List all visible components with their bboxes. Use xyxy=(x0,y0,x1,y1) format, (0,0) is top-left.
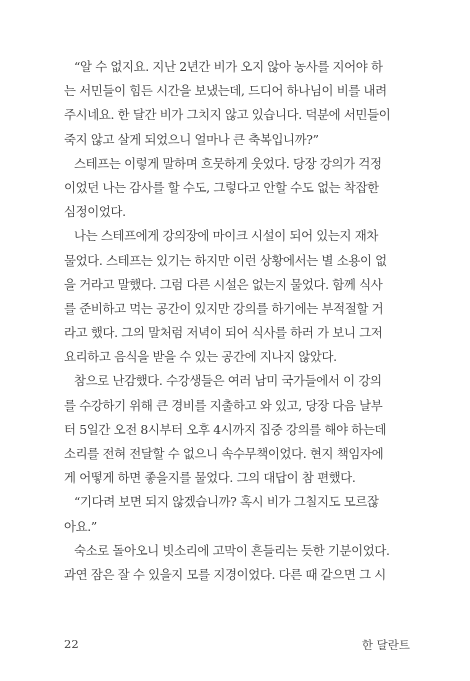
text-line: 주시네요. 한 달간 비가 그치지 않고 있습니다. 덕분에 서민들이 xyxy=(64,107,391,123)
text-line: 를 준비하고 먹는 공간이 있지만 강의를 하기에는 부적절할 거 xyxy=(64,300,384,316)
text-line: 아요.” xyxy=(64,518,97,534)
text-line: 게 어떻게 하면 좋을지를 물었다. 그의 대답이 참 편했다. xyxy=(64,470,356,486)
text-line: 나는 스테프에게 강의장에 마이크 시설이 되어 있는지 재차 xyxy=(74,228,378,244)
text-line: “알 수 없지요. 지난 2년간 비가 오지 않아 농사를 지어야 하 xyxy=(74,59,383,74)
text-line: 를 수강하기 위해 큰 경비를 지출하고 와 있고, 당장 다음 날부 xyxy=(64,397,383,413)
text-line: 터 5일간 오전 8시부터 오후 4시까지 집중 강의를 해야 하는데 xyxy=(64,421,387,437)
text-line: 물었다. 스테프는 있기는 하지만 이런 상황에서는 별 소용이 없 xyxy=(64,252,387,268)
text-line: 을 거라고 말했다. 그럼 다른 시설은 없는지 물었다. 함께 식사 xyxy=(64,276,383,292)
text-line: 이었던 나는 감사를 할 수도, 그렇다고 안할 수도 없는 착잡한 xyxy=(64,179,379,195)
text-line: 는 서민들이 힘든 시간을 보냈는데, 드디어 하나님이 비를 내려 xyxy=(64,83,387,99)
text-line: 죽지 않고 살게 되었으니 얼마나 큰 축복입니까?” xyxy=(64,131,319,147)
page-number: 22 xyxy=(64,637,79,651)
text-line: “기다려 보면 되지 않겠습니까? 혹시 비가 그칠지도 모르잖 xyxy=(74,494,379,510)
running-title: 한 달란트 xyxy=(361,638,410,652)
text-line: 라고 했다. 그의 말처럼 저녁이 되어 식사를 하러 가 보니 그저 xyxy=(64,325,383,341)
text-line: 스테프는 이렇게 말하며 흐뭇하게 웃었다. 당장 강의가 걱정 xyxy=(74,155,382,171)
text-line: 과연 잠은 잘 수 있을지 모를 지경이었다. 다른 때 같으면 그 시 xyxy=(64,566,386,582)
text-line: 참으로 난감했다. 수강생들은 여러 남미 국가들에서 이 강의 xyxy=(74,373,382,389)
body-text xyxy=(64,55,412,587)
text-line: 심정이었다. xyxy=(64,204,126,220)
text-line: 숙소로 돌아오니 빗소리에 고막이 흔들리는 듯한 기분이었다. xyxy=(74,542,390,558)
text-line: 소리를 전혀 전달할 수 없으니 속수무책이었다. 현지 책임자에 xyxy=(64,446,384,461)
text-line: 요리하고 음식을 받을 수 있는 공간에 지나지 않았다. xyxy=(64,349,337,365)
